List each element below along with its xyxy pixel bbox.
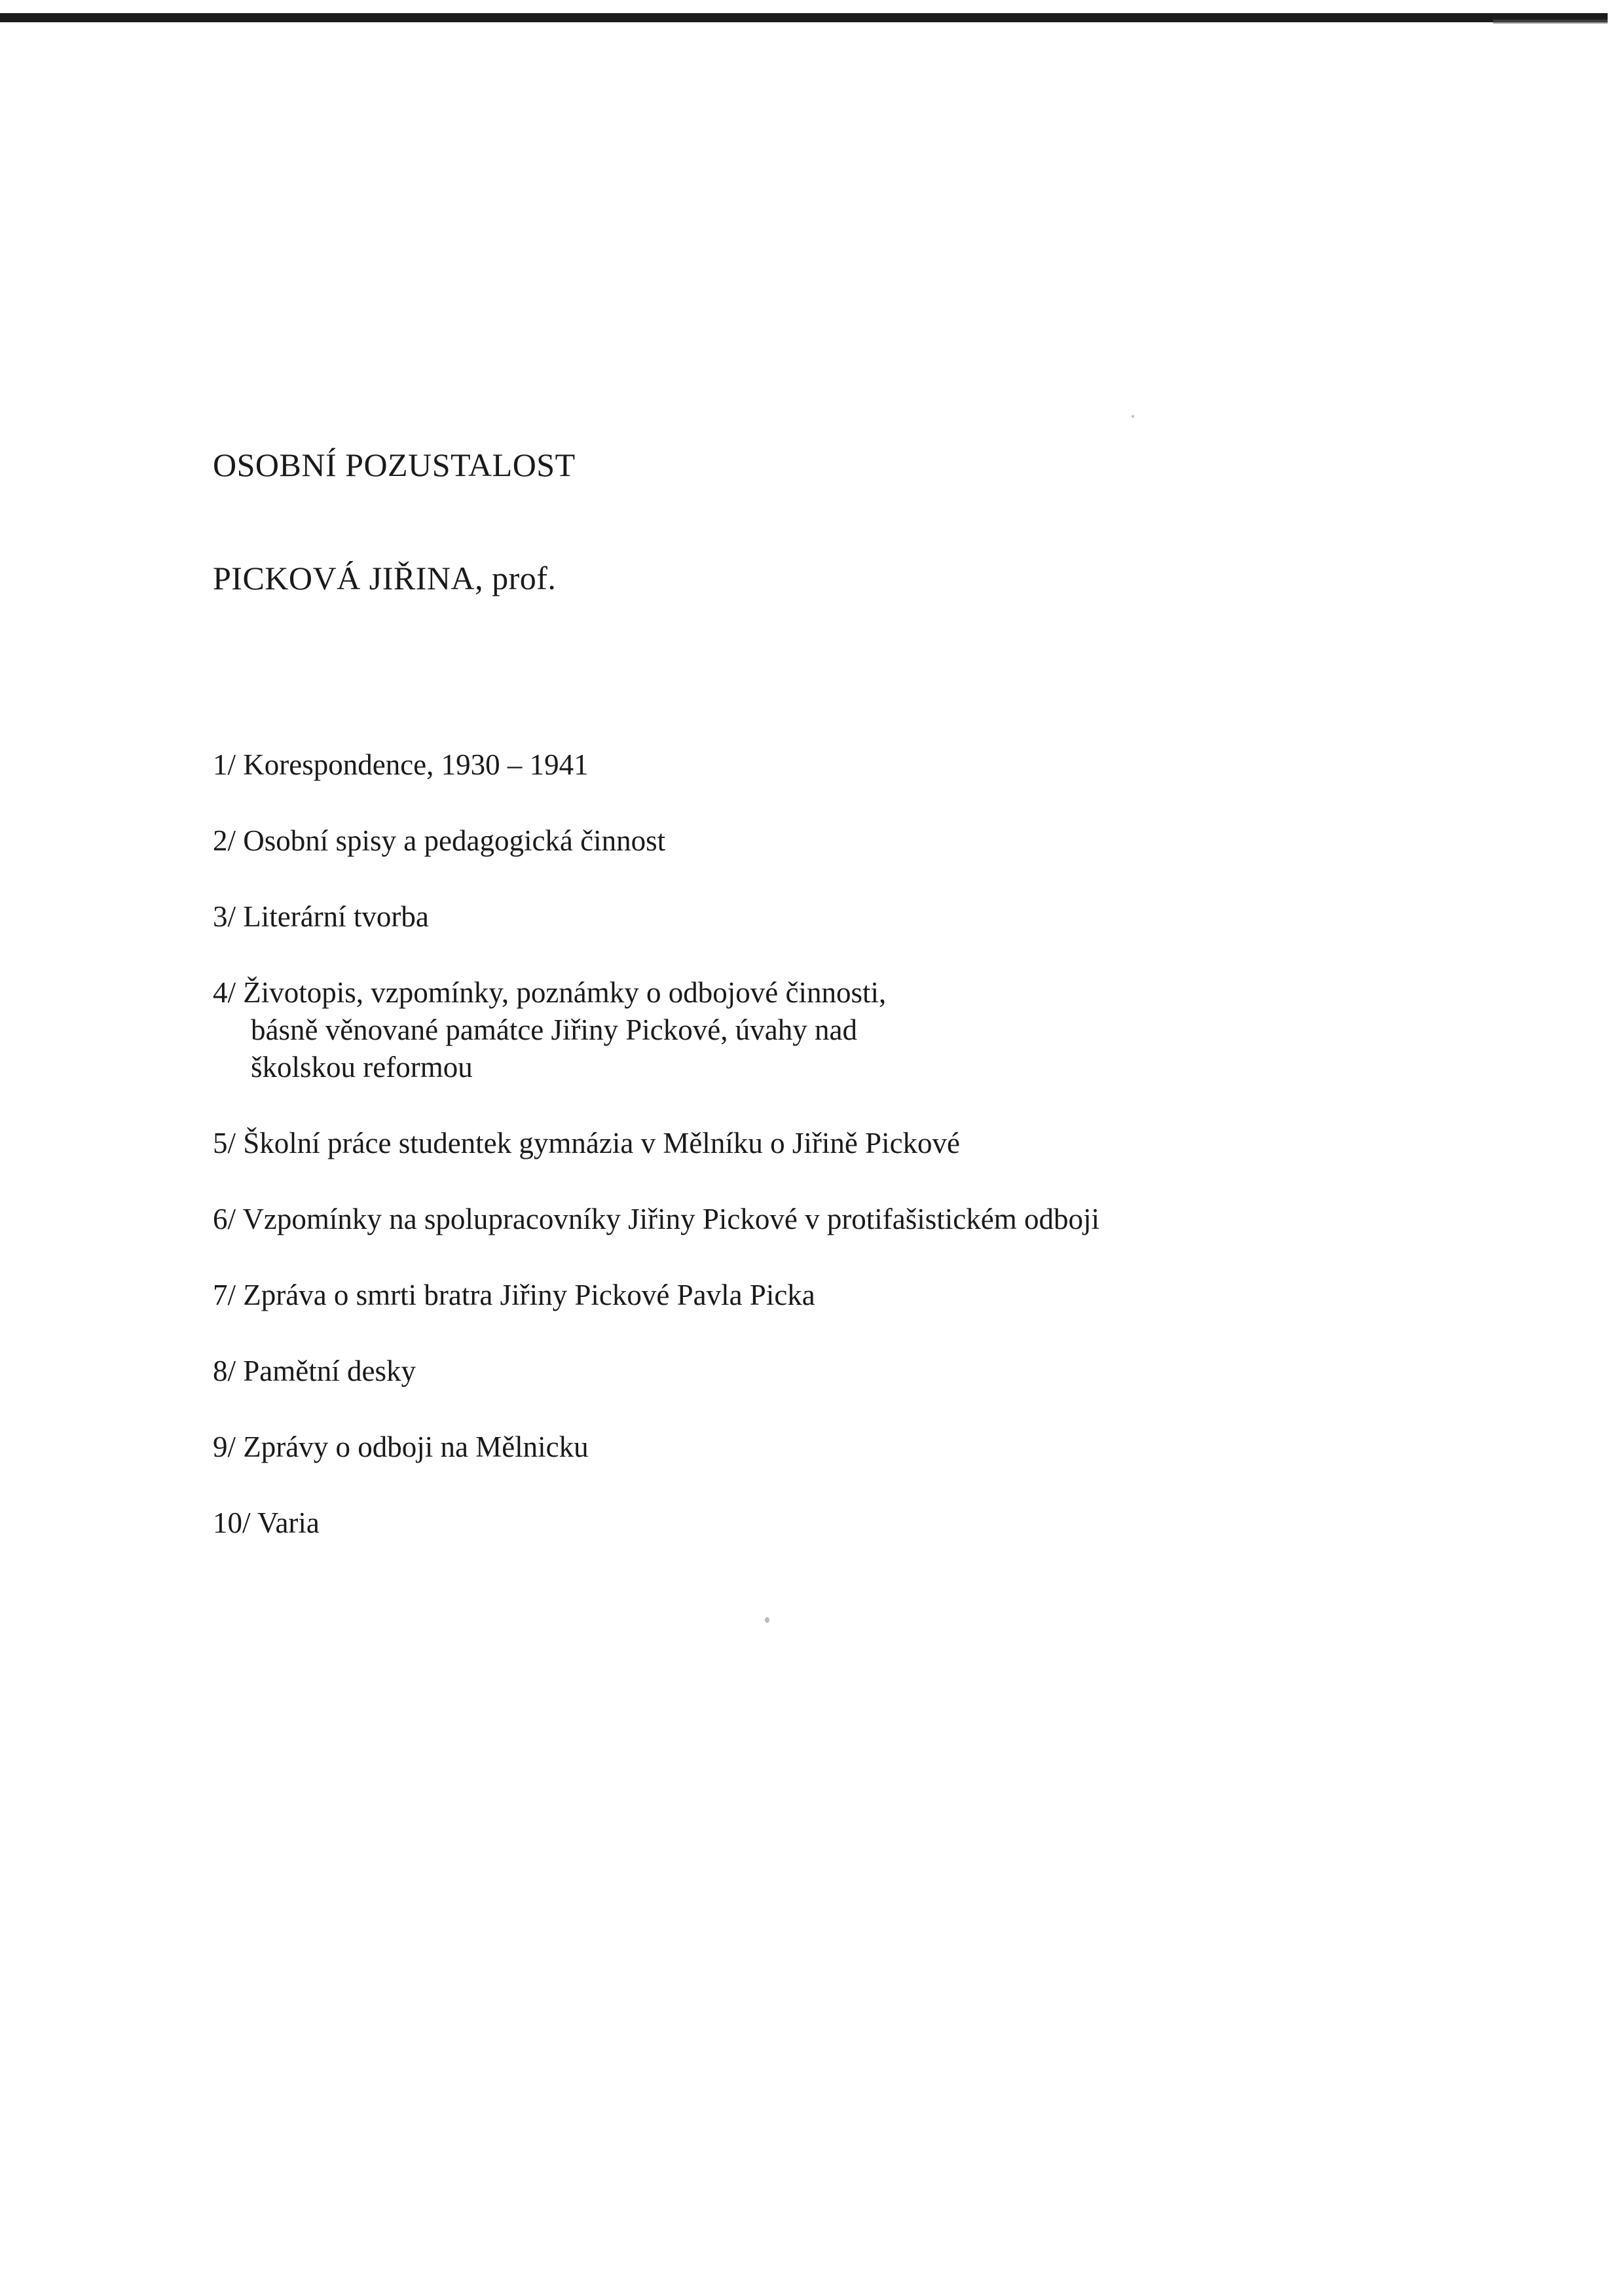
- top-scan-border-fade: [1493, 20, 1608, 24]
- list-item-line: 6/ Vzpomínky na spolupracovníky Jiřiny Pickové v protifašistickém odboji: [213, 1203, 1099, 1235]
- top-scan-border: [0, 13, 1608, 22]
- inventory-list: [213, 746, 1522, 1580]
- list-item-line: 2/ Osobní spisy a pedagogická činnost: [213, 824, 666, 857]
- list-item: [213, 1504, 1522, 1542]
- document-title: OSOBNÍ POZUSTALOST: [213, 446, 576, 483]
- document-subtitle: PICKOVÁ JIŘINA, prof.: [213, 560, 557, 596]
- list-item: [213, 746, 1522, 784]
- list-item-line-continued: básně věnované památce Jiřiny Pickové, úvahy nad: [251, 1013, 857, 1046]
- list-item: [213, 1353, 1522, 1390]
- list-item-line-continued: školskou reformou: [251, 1051, 473, 1084]
- list-item-line: 10/ Varia: [213, 1506, 320, 1539]
- list-item: [213, 898, 1522, 936]
- list-item: [213, 1201, 1522, 1238]
- list-item-line: 4/ Životopis, vzpomínky, poznámky o odbojové činnosti,: [213, 976, 887, 1009]
- scan-speck: [1132, 415, 1134, 418]
- list-item-line: 7/ Zpráva o smrti bratra Jiřiny Pickové Pavla Picka: [213, 1279, 815, 1311]
- list-item: [213, 822, 1522, 860]
- list-item: [213, 1125, 1522, 1162]
- list-item: [213, 1429, 1522, 1466]
- list-item-line: 8/ Pamětní desky: [213, 1355, 416, 1387]
- list-item: [213, 974, 1522, 1086]
- list-item-line: 9/ Zprávy o odboji na Mělnicku: [213, 1430, 589, 1463]
- scan-speck: [765, 1617, 769, 1623]
- list-item: [213, 1277, 1522, 1314]
- list-item-line: 1/ Korespondence, 1930 – 1941: [213, 748, 589, 781]
- list-item-line: 5/ Školní práce studentek gymnázia v Mělníku o Jiřině Pickové: [213, 1127, 961, 1159]
- list-item-line: 3/ Literární tvorba: [213, 900, 429, 933]
